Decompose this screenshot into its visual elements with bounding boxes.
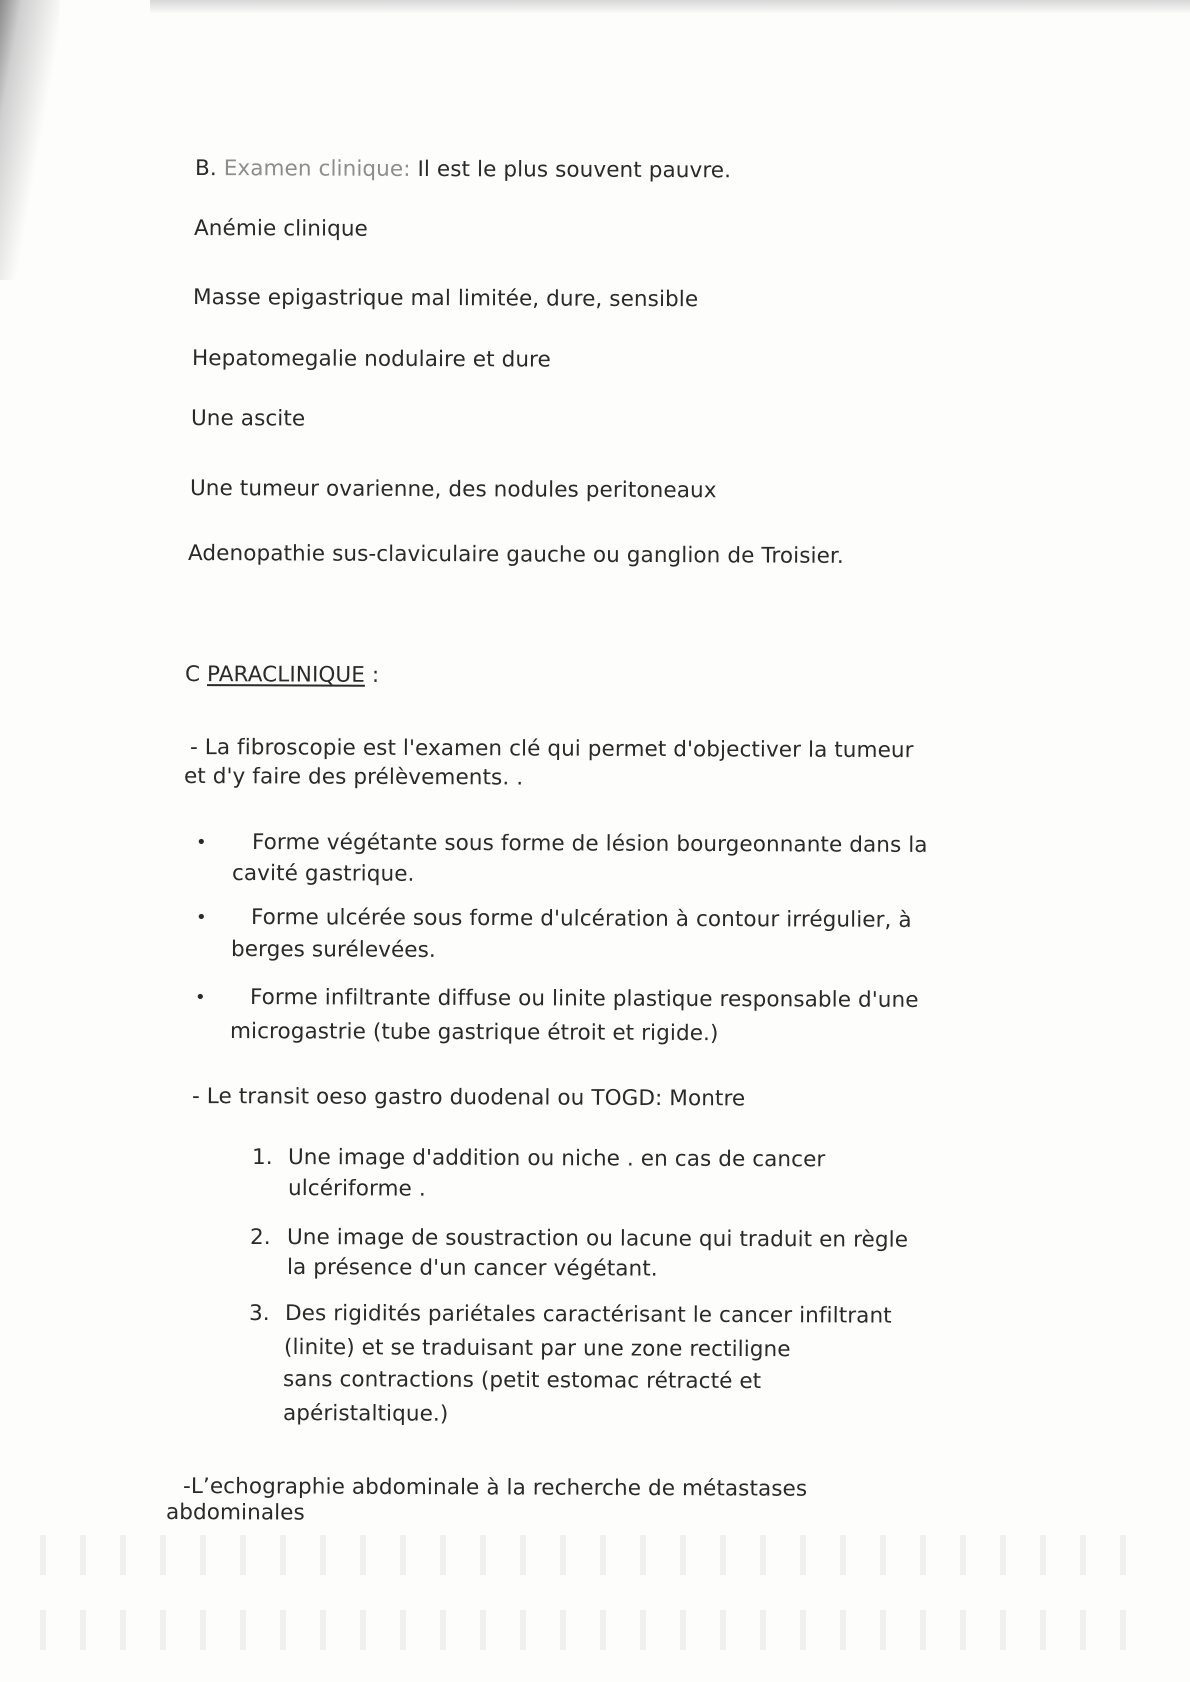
togd-intro: - Le transit oeso gastro duodenal ou TOGD: Montre — [191, 1084, 746, 1112]
clinical-sign: Masse epigastrique mal limitée, dure, sensible — [192, 285, 699, 313]
echographie-line: abdominales — [165, 1500, 305, 1526]
togd-item-number: 2. — [249, 1225, 271, 1251]
section-c-letter: C — [184, 662, 201, 688]
section-b-title: Examen clinique: — [223, 156, 411, 182]
fibroscopie-form: berges surélevées. — [230, 937, 436, 963]
fibroscopie-line: et d'y faire des prélèvements. . — [183, 764, 524, 791]
clinical-sign: Une ascite — [190, 406, 306, 432]
clinical-sign: Adenopathie sus-claviculaire gauche ou ganglion de Troisier. — [187, 541, 844, 569]
fibroscopie-form: Forme ulcérée sous forme d'ulcération à contour irrégulier, à — [250, 905, 912, 933]
section-c-heading — [185, 662, 379, 688]
section-c-title: PARACLINIQUE — [207, 662, 366, 688]
fibroscopie-line: - La fibroscopie est l'examen clé qui permet d'objectiver la tumeur — [189, 735, 914, 764]
clinical-sign: Une tumeur ovarienne, des nodules peritoneaux — [189, 476, 717, 504]
page-top-edge — [150, 0, 1190, 14]
fibroscopie-form: Forme infiltrante diffuse ou linite plastique responsable d'une — [249, 985, 919, 1013]
fibroscopie-form: microgastrie (tube gastrique étroit et rigide.) — [229, 1019, 719, 1047]
togd-item: sans contractions (petit estomac rétracté et — [282, 1367, 762, 1395]
section-b-heading — [195, 156, 731, 183]
togd-item: ulcériforme . — [287, 1176, 426, 1202]
echographie-line: -L’echographie abdominale à la recherche de métastases — [182, 1474, 808, 1502]
fibroscopie-form: Forme végétante sous forme de lésion bourgeonnante dans la — [251, 830, 928, 858]
section-c-colon: : — [371, 662, 380, 688]
fibroscopie-form: cavité gastrique. — [231, 861, 415, 887]
clinical-sign: Anémie clinique — [193, 216, 368, 242]
bullet-icon: • — [195, 987, 206, 1008]
togd-item: Une image d'addition ou niche . en cas de cancer — [287, 1145, 826, 1173]
bleed-through-noise — [40, 1610, 1150, 1650]
togd-item: Des rigidités pariétales caractérisant le cancer infiltrant — [284, 1301, 892, 1329]
bleed-through-noise — [40, 1535, 1150, 1575]
section-b-label: B. — [194, 156, 217, 182]
clinical-sign: Hepatomegalie nodulaire et dure — [191, 346, 551, 373]
togd-item: apéristaltique.) — [282, 1401, 449, 1427]
togd-item: Une image de soustraction ou lacune qui traduit en règle — [286, 1225, 909, 1253]
togd-item: (linite) et se traduisant par une zone rectiligne — [283, 1335, 791, 1363]
bullet-icon: • — [196, 907, 207, 928]
bullet-icon: • — [196, 832, 207, 853]
page-fold-shadow — [0, 0, 60, 280]
togd-item: la présence d'un cancer végétant. — [286, 1255, 658, 1282]
togd-item-number: 3. — [248, 1301, 270, 1327]
section-b-subtitle: Il est le plus souvent pauvre. — [417, 156, 732, 184]
togd-item-number: 1. — [251, 1145, 273, 1171]
